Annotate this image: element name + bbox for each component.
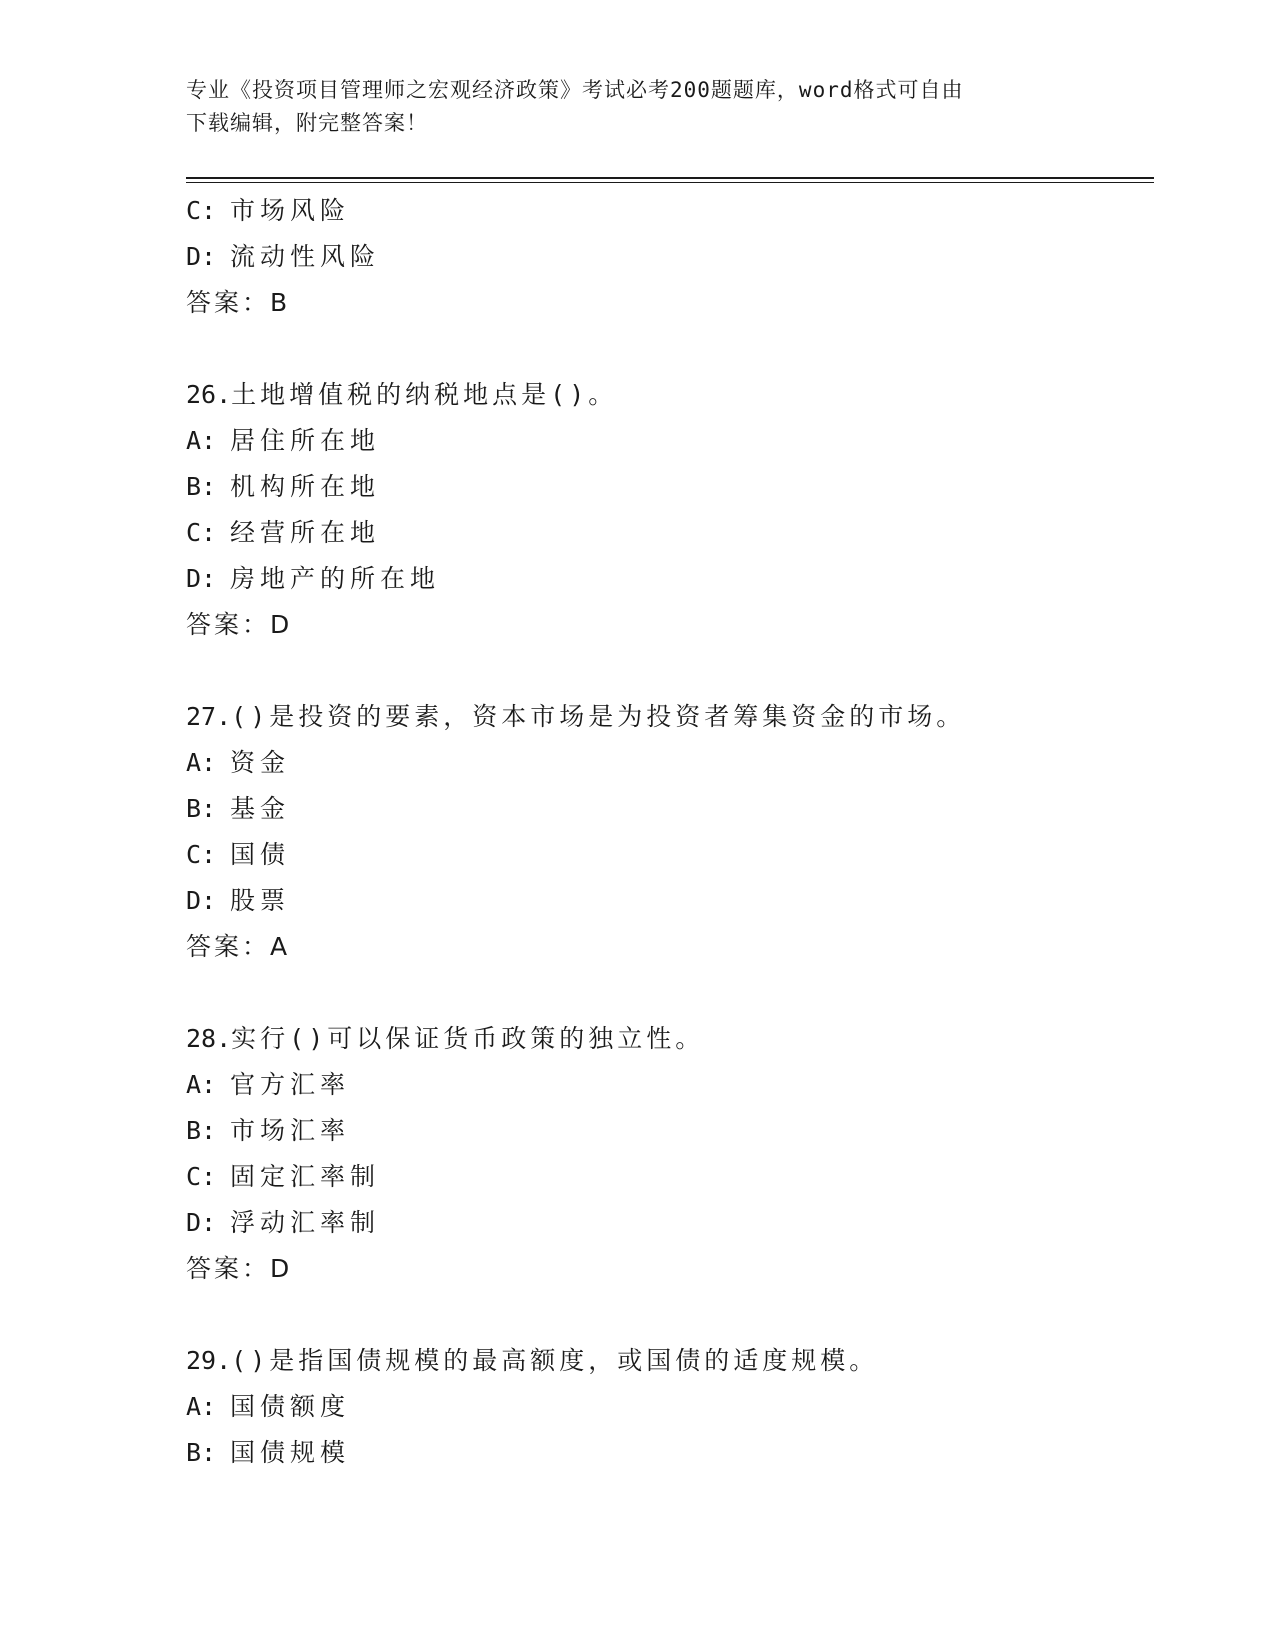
question-text: 土地增值税的纳税地点是()。 (231, 380, 618, 409)
option-text: 资金 (230, 748, 291, 777)
option-label: A: (186, 1392, 217, 1421)
option-label: B: (186, 1116, 217, 1145)
option-label: C: (186, 518, 217, 547)
option-text: 居住所在地 (230, 426, 381, 455)
answer-line: 答案：A (186, 932, 291, 961)
question-25-partial (186, 188, 1154, 326)
option-b (186, 1430, 1154, 1476)
question-26 (186, 372, 1154, 648)
option-label: D: (186, 1208, 217, 1237)
option-text: 流动性风险 (230, 242, 381, 271)
option-b (186, 464, 1154, 510)
option-d (186, 1200, 1154, 1246)
option-text: 股票 (230, 886, 291, 915)
spacer (186, 970, 1154, 1016)
option-a (186, 1384, 1154, 1430)
question-stem (186, 1016, 1154, 1062)
option-label: B: (186, 794, 217, 823)
question-29 (186, 1338, 1154, 1476)
question-number: 26. (186, 380, 232, 409)
option-text: 国债 (230, 840, 291, 869)
answer-line: 答案：D (186, 610, 293, 639)
option-text: 机构所在地 (230, 472, 381, 501)
option-c (186, 832, 1154, 878)
option-label: A: (186, 748, 217, 777)
option-c (186, 1154, 1154, 1200)
answer-line: 答案：B (186, 288, 291, 317)
question-number: 27. (186, 702, 232, 731)
question-stem (186, 1338, 1154, 1384)
option-label: B: (186, 472, 217, 501)
spacer (186, 326, 1154, 372)
option-c (186, 510, 1154, 556)
option-label: A: (186, 426, 217, 455)
option-text: 市场风险 (230, 196, 351, 225)
option-label: C: (186, 840, 217, 869)
header-title-line-2: 下载编辑，附完整答案！ (186, 111, 428, 135)
header-divider-thin (186, 182, 1154, 183)
spacer (186, 1292, 1154, 1338)
option-b (186, 1108, 1154, 1154)
option-b (186, 786, 1154, 832)
question-text: ()是指国债规模的最高额度，或国债的适度规模。 (231, 1346, 879, 1375)
option-label: C: (186, 1162, 217, 1191)
option-label: D: (186, 886, 217, 915)
spacer (186, 648, 1154, 694)
option-text: 市场汇率 (230, 1116, 351, 1145)
header-title-line-1: 专业《投资项目管理师之宏观经济政策》考试必考200题题库，word格式可自由 (186, 78, 964, 102)
option-text: 官方汇率 (230, 1070, 351, 1099)
header-divider-thick (186, 177, 1154, 179)
option-c (186, 188, 1154, 234)
question-number: 28. (186, 1024, 232, 1053)
option-label: A: (186, 1070, 217, 1099)
question-text: ()是投资的要素，资本市场是为投资者筹集资金的市场。 (231, 702, 966, 731)
option-label: D: (186, 564, 217, 593)
option-d (186, 234, 1154, 280)
option-d (186, 878, 1154, 924)
option-a (186, 418, 1154, 464)
question-number: 29. (186, 1346, 232, 1375)
question-list (186, 188, 1154, 1476)
question-stem (186, 694, 1154, 740)
option-label: C: (186, 196, 217, 225)
question-28 (186, 1016, 1154, 1292)
question-text: 实行()可以保证货币政策的独立性。 (231, 1024, 705, 1053)
option-text: 基金 (230, 794, 291, 823)
option-text: 国债规模 (230, 1438, 351, 1467)
option-label: B: (186, 1438, 217, 1467)
option-label: D: (186, 242, 217, 271)
question-stem (186, 372, 1154, 418)
option-text: 固定汇率制 (230, 1162, 381, 1191)
option-a (186, 740, 1154, 786)
option-d (186, 556, 1154, 602)
option-a (186, 1062, 1154, 1108)
option-text: 浮动汇率制 (230, 1208, 381, 1237)
question-27 (186, 694, 1154, 970)
option-text: 国债额度 (230, 1392, 351, 1421)
answer-line: 答案：D (186, 1254, 293, 1283)
document-header (186, 74, 1066, 140)
option-text: 房地产的所在地 (230, 564, 441, 593)
option-text: 经营所在地 (230, 518, 381, 547)
